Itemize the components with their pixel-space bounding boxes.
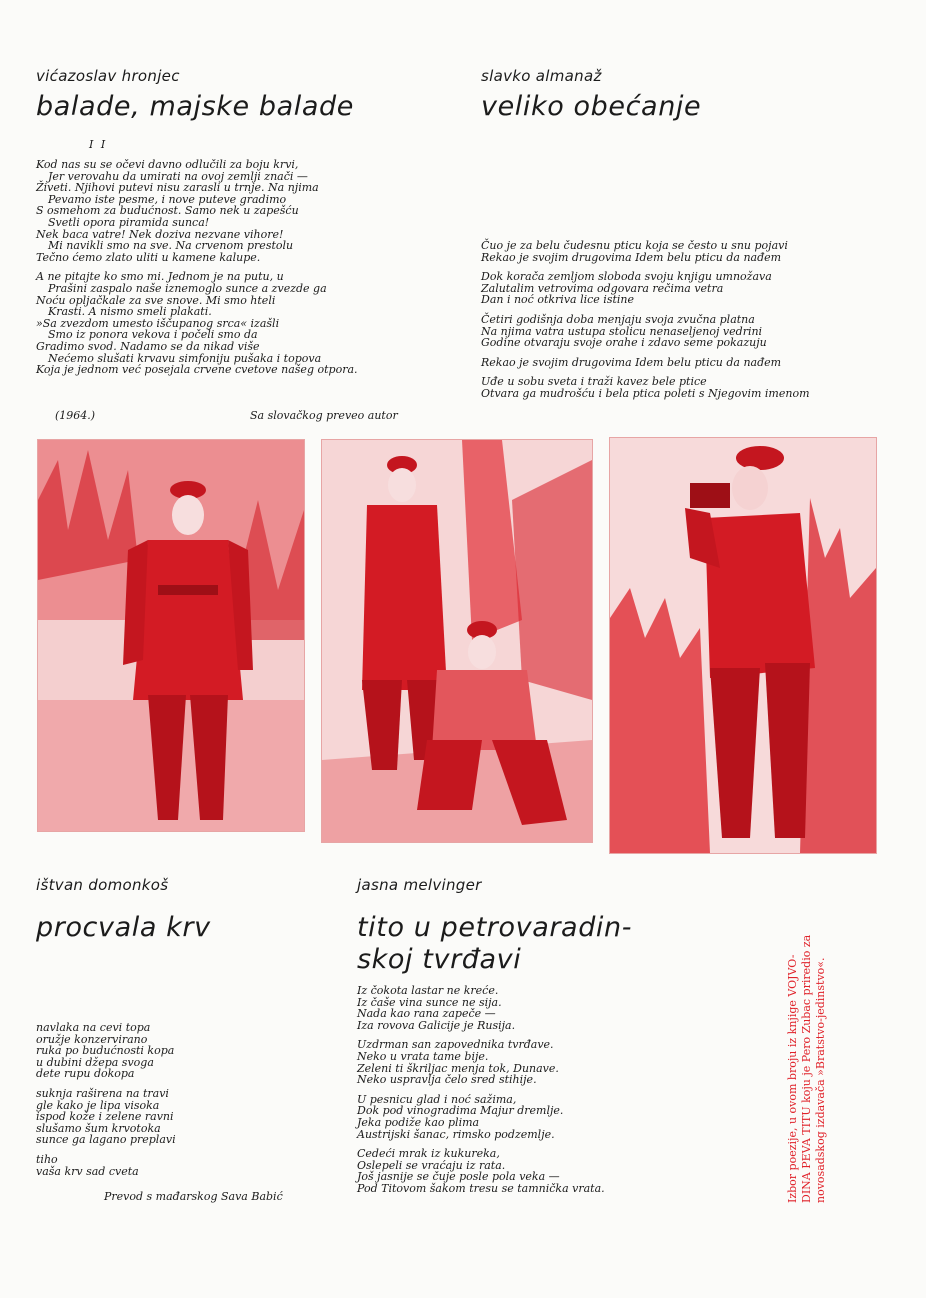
poem-year: (1964.) bbox=[55, 409, 96, 422]
poem-line: Austrijski šanac, rimsko podzemlje. bbox=[357, 1127, 555, 1141]
poem-line: Otvara ga mudrošću i bela ptica poleti s Njegovim imenom bbox=[481, 386, 810, 400]
stanza bbox=[481, 314, 810, 349]
poem-line: Neko u vrata tame bije. bbox=[357, 1049, 489, 1063]
poem-line: A ne pitajte ko smo mi. Jednom je na putu, u bbox=[36, 270, 284, 284]
stanza bbox=[481, 271, 810, 306]
poem-line: Još jasnije se čuje posle pola veka — bbox=[357, 1170, 560, 1184]
poem-title: veliko obećanje bbox=[481, 91, 702, 122]
translator-credit: Prevod s mađarskog Sava Babić bbox=[104, 1190, 283, 1203]
stanza bbox=[357, 1094, 605, 1140]
poem-line: ispod kože i zelene ravni bbox=[36, 1110, 174, 1124]
poem-author: jasna melvinger bbox=[357, 876, 482, 894]
poem-line: Iz čaše vina sunce ne sija. bbox=[357, 995, 502, 1009]
section-number: I I bbox=[89, 138, 108, 151]
poem-line: vaša krv sad cveta bbox=[36, 1164, 139, 1178]
poem-line: Pod Titovom šakom tresu se tamnička vrata. bbox=[357, 1181, 605, 1195]
stanza bbox=[481, 376, 810, 399]
poem-line: Uzdrman san zapovednika tvrđave. bbox=[357, 1038, 554, 1052]
poem-line: Dan i noć otkriva lice istine bbox=[481, 293, 634, 307]
poem-line: slušamo šum krvotoka bbox=[36, 1121, 161, 1135]
poem-line: »Sa zvezdom umesto iščupanog srca« izašli bbox=[36, 316, 280, 330]
poem-line: u dubini džepa svoga bbox=[36, 1055, 154, 1069]
poem-line: Jeka podiže kao plima bbox=[357, 1115, 480, 1129]
poem-text bbox=[481, 240, 810, 408]
poem-line: Uđe u sobu sveta i traži kavez bele ptice bbox=[481, 375, 707, 389]
poem-line: Nek baca vatre! Nek doziva nezvane vihore! bbox=[36, 227, 284, 241]
stanza bbox=[36, 271, 358, 375]
poem-text bbox=[357, 985, 605, 1203]
stanza bbox=[481, 357, 810, 369]
poem-line: Svetli opora piramida sunca! bbox=[48, 215, 210, 229]
poem-line: Neko uspravlja čelo sred stihije. bbox=[357, 1073, 537, 1087]
poem-line: navlaka na cevi topa bbox=[36, 1021, 151, 1034]
side-note bbox=[786, 868, 852, 1203]
stanza bbox=[36, 1022, 176, 1080]
poem-line: Rekao je svojim drugovima Idem belu pticu da nađem bbox=[481, 355, 782, 369]
poem-author: slavko almanaž bbox=[481, 67, 602, 85]
photo-standing-officer bbox=[37, 439, 305, 832]
poem-line: Zeleni ti škriljac menja tok, Dunave. bbox=[357, 1061, 559, 1075]
poem-line: Jer verovahu da umirati na ovoj zemlji znači — bbox=[48, 169, 308, 183]
stanza bbox=[357, 1148, 605, 1194]
poem-title: balade, majske balade bbox=[36, 91, 354, 122]
poem-text bbox=[36, 159, 358, 384]
poem-line: Gradimo svod. Nadamo se da nikad više bbox=[36, 339, 260, 353]
poem-line: U pesnicu glad i noć sažima, bbox=[357, 1092, 517, 1106]
side-note-line: Izbor poezije, u ovom broju iz knjige VOJVO- bbox=[786, 954, 799, 1203]
poem-line: Pevamo iste pesme, i nove puteve gradimo bbox=[48, 192, 287, 206]
poem-line: Mi navikli smo na sve. Na crvenom prestolu bbox=[48, 239, 294, 253]
poem-line: S osmehom za budućnost. Samo nek u zapešću bbox=[36, 204, 299, 218]
poem-line: Čuo je za belu čudesnu pticu koja se često u snu pojavi bbox=[481, 239, 788, 252]
photo-two-soldiers bbox=[321, 439, 593, 843]
stanza bbox=[357, 985, 605, 1031]
poem-line: ruka po budućnosti kopa bbox=[36, 1044, 175, 1058]
poem-line: oružje konzervirano bbox=[36, 1032, 148, 1046]
stanza bbox=[357, 1039, 605, 1085]
poem-line: Rekao je svojim drugovima Idem belu pticu da nađem bbox=[481, 250, 782, 264]
poem-line: Zalutalim vetrovima odgovara rečima vetra bbox=[481, 281, 724, 295]
translator-credit: Sa slovačkog preveo autor bbox=[250, 409, 398, 422]
poem-line: gle kako je lipa visoka bbox=[36, 1098, 160, 1112]
poem-line: Na njima vatra ustupa stolicu nenaseljenoj vedrini bbox=[481, 324, 763, 338]
poem-line: Iz čokota lastar ne kreće. bbox=[357, 984, 499, 997]
poem-line: dete rupu dokopa bbox=[36, 1067, 135, 1081]
stanza bbox=[36, 1154, 176, 1177]
poem-line: Smo iz ponora vekova i počeli smo da bbox=[48, 328, 258, 342]
poem-line: Godine otvaraju svoje orahe i zdavo seme pokazuju bbox=[481, 336, 767, 350]
stanza bbox=[36, 159, 358, 263]
poem-line: Noću opljačkale za sve snove. Mi smo hteli bbox=[36, 293, 276, 307]
poem-line: Kod nas su se očevi davno odlučili za boju krvi, bbox=[36, 158, 299, 171]
poem-line: Oslepeli se vraćaju iz rata. bbox=[357, 1158, 506, 1172]
poem-line: Dok koračа zemljom sloboda svoju knjigu umnožava bbox=[481, 270, 772, 284]
poem-line: Prašini zaspalo naše iznemoglo sunce a zvezde ga bbox=[48, 281, 327, 295]
poem-title-line: skoj tvrđavi bbox=[357, 944, 522, 975]
poem-line: Iza rovova Galicije je Rusija. bbox=[357, 1018, 516, 1032]
poem-line: tiho bbox=[36, 1152, 58, 1166]
side-note-line: novosadskog izdavača »Bratstvo-jedinstvo«. bbox=[814, 957, 827, 1203]
poem-title-line: tito u petrovaradin- bbox=[357, 912, 633, 943]
stanza bbox=[481, 240, 810, 263]
poem-line: Živeti. Njihovi putevi nisu zarasli u trnje. Na njima bbox=[36, 181, 319, 195]
poem-text bbox=[36, 1022, 176, 1185]
stanza bbox=[36, 1088, 176, 1146]
poem-line: Tečno ćemo zlato uliti u kamene kalupe. bbox=[36, 250, 261, 264]
side-note-line: DINA PEVA TITU koju je Pero Zubac priredio za bbox=[800, 934, 813, 1203]
poem-line: suknja raširena na travi bbox=[36, 1086, 169, 1100]
poem-line: Koja je jednom već posejala crvene cvetove našeg otpora. bbox=[36, 363, 358, 377]
poem-title bbox=[357, 912, 632, 976]
poem-line: sunce ga lagano preplavi bbox=[36, 1133, 176, 1147]
poem-author: ištvan domonkoš bbox=[36, 876, 169, 894]
poem-line: Dok pod vinogradima Majur dremlje. bbox=[357, 1104, 564, 1118]
poem-title: procvala krv bbox=[36, 912, 211, 943]
poem-author: vićazoslav hronjec bbox=[36, 67, 180, 85]
poem-line: Nada kao rana zapeče — bbox=[357, 1007, 496, 1021]
poem-line: Krasti. A nismo smeli plakati. bbox=[48, 305, 212, 319]
poem-line: Četiri godišnja doba menjaju svoja zvučna platna bbox=[481, 312, 755, 326]
poem-line: Nećemo slušati krvavu simfoniju pušaka i topova bbox=[48, 351, 322, 365]
photo-man-with-camera bbox=[609, 437, 877, 854]
poem-line: Cedeći mrak iz kukureka, bbox=[357, 1147, 500, 1161]
